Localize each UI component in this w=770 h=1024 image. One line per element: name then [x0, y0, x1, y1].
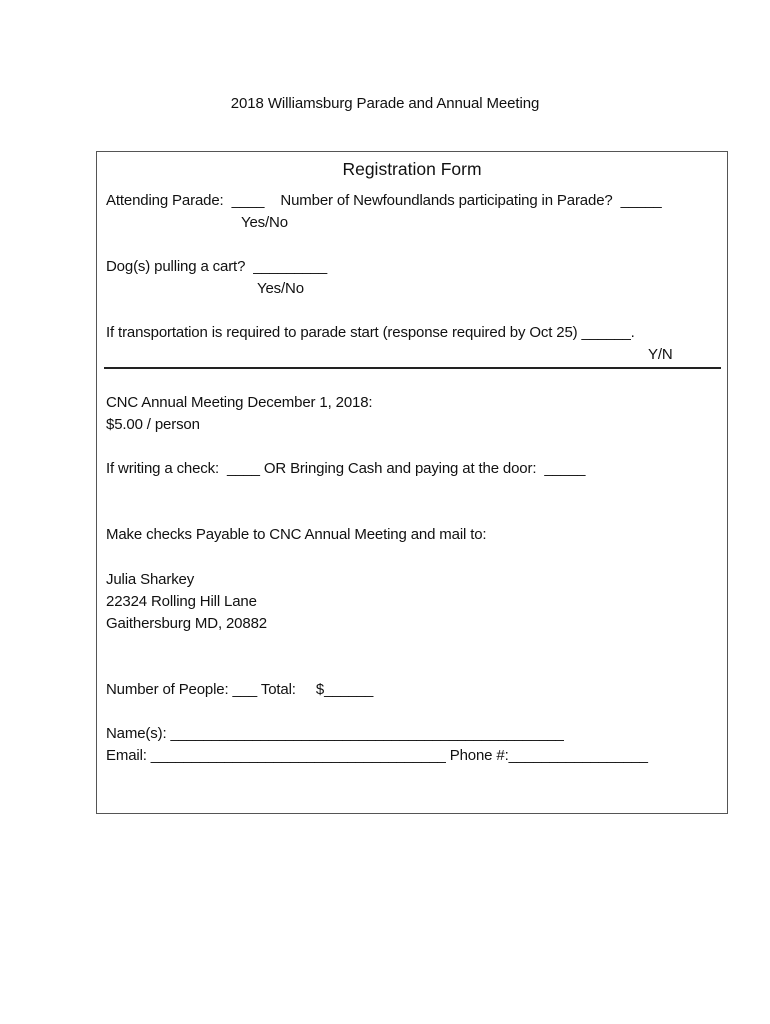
email-phone-line: Email: ____________________________________ Phone #:_________________: [106, 747, 648, 764]
checks-payable-line: Make checks Payable to CNC Annual Meeting and mail to:: [106, 526, 487, 543]
form-heading: Registration Form: [342, 159, 482, 179]
dog-cart-line: Dog(s) pulling a cart? _________: [106, 258, 328, 275]
payment-method-line: If writing a check: ____ OR Bringing Cash and paying at the door: _____: [106, 460, 586, 477]
page-title: 2018 Williamsburg Parade and Annual Meeting: [230, 95, 540, 112]
section-divider: [104, 367, 721, 369]
mail-city: Gaithersburg MD, 20882: [106, 615, 267, 632]
transportation-line: If transportation is required to parade start (response required by Oct 25) ______.: [106, 324, 635, 341]
meeting-price: $5.00 / person: [106, 416, 200, 433]
mail-name: Julia Sharkey: [106, 571, 195, 588]
attending-parade-line: Attending Parade: ____ Number of Newfoundlands participating in Parade? _____: [106, 192, 662, 209]
people-total-line: Number of People: ___ Total: $______: [106, 681, 374, 698]
names-line: Name(s): ________________________________________________: [106, 725, 564, 742]
registration-form-box: [96, 151, 728, 814]
dog-cart-hint: Yes/No: [257, 280, 304, 297]
transportation-hint: Y/N: [648, 346, 673, 363]
mail-street: 22324 Rolling Hill Lane: [106, 593, 257, 610]
meeting-title: CNC Annual Meeting December 1, 2018:: [106, 394, 373, 411]
attending-parade-hint: Yes/No: [241, 214, 288, 231]
